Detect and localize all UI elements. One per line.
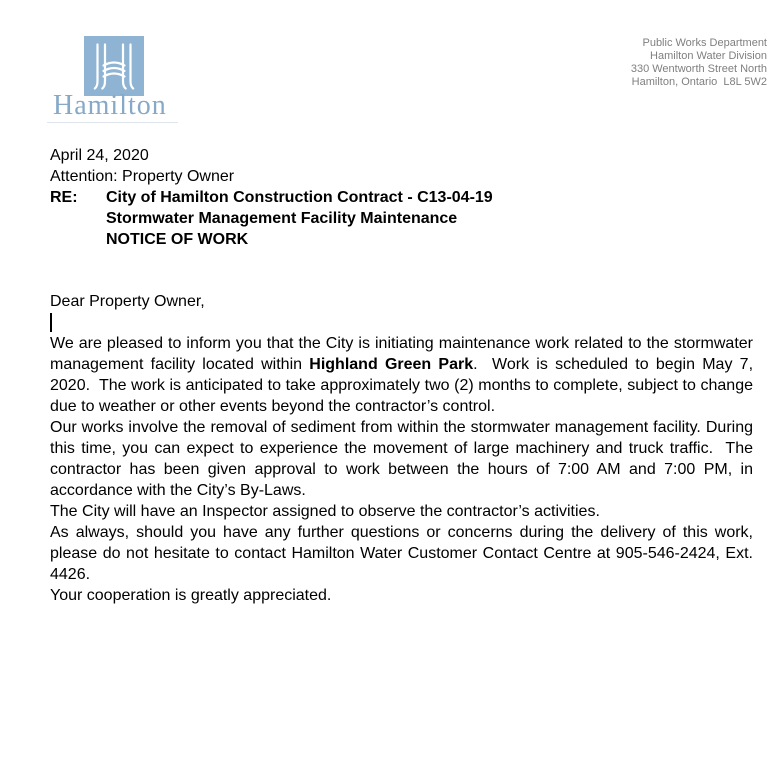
paragraph-cooperation: Your cooperation is greatly appreciated. — [50, 587, 332, 604]
attention-line: Attention: Property Owner — [50, 168, 235, 185]
address-line-department: Public Works Department — [642, 37, 767, 49]
paragraph1-park-name: Highland Green Park — [309, 356, 474, 373]
re-label: RE: — [50, 189, 78, 206]
logo-underline — [47, 122, 178, 123]
text-caret — [50, 313, 52, 332]
paragraph-inspector: The City will have an Inspector assigned to observe the contractor’s activities. — [50, 503, 600, 520]
re-subject-notice: NOTICE OF WORK — [106, 231, 249, 248]
paragraph-works-description: Our works involve the removal of sediment from within the stormwater management facility. During this time, you can expect to experience the movement of large machinery and truck traffic. The contractor has been given approval to work between the hours of 7:00 AM and 7:00 PM, in accordance with the City’s By-Laws. — [50, 419, 753, 499]
re-subject — [106, 187, 753, 250]
address-line-city: Hamilton, Ontario L8L 5W2 — [631, 76, 767, 88]
re-subject-contract: City of Hamilton Construction Contract - C13-04-19 — [106, 189, 493, 206]
letter-date: April 24, 2020 — [50, 147, 149, 164]
re-block — [50, 187, 753, 250]
paragraph-work-notice — [50, 333, 753, 417]
hamilton-logo-icon — [84, 36, 144, 96]
paragraph-contact: As always, should you have any further questions or concerns during the delivery of this work, please do not hesitate to contact Hamilton Water Customer Contact Centre at 905-546-2424, Ext. 4426. — [50, 524, 753, 583]
letter-body — [50, 145, 753, 606]
salutation: Dear Property Owner, — [50, 293, 205, 310]
hamilton-logo — [84, 36, 144, 96]
address-line-division: Hamilton Water Division — [650, 50, 767, 62]
address-line-street: 330 Wentworth Street North — [630, 63, 767, 75]
caret-line — [50, 312, 753, 333]
sender-address — [631, 37, 767, 89]
re-subject-facility: Stormwater Management Facility Maintenance — [106, 210, 458, 227]
paragraph1-post: . Work is scheduled to begin May 7, 2020. The work is anticipated to take approximately two (2) months to complete, subject to change due to weather or other events beyond the contractor’s control. — [50, 356, 754, 415]
paragraph1-pre: We are pleased to inform you that the City is initiating maintenance work related to the stormwater management facility located within — [50, 335, 753, 373]
hamilton-wordmark: Hamilton — [53, 90, 167, 121]
